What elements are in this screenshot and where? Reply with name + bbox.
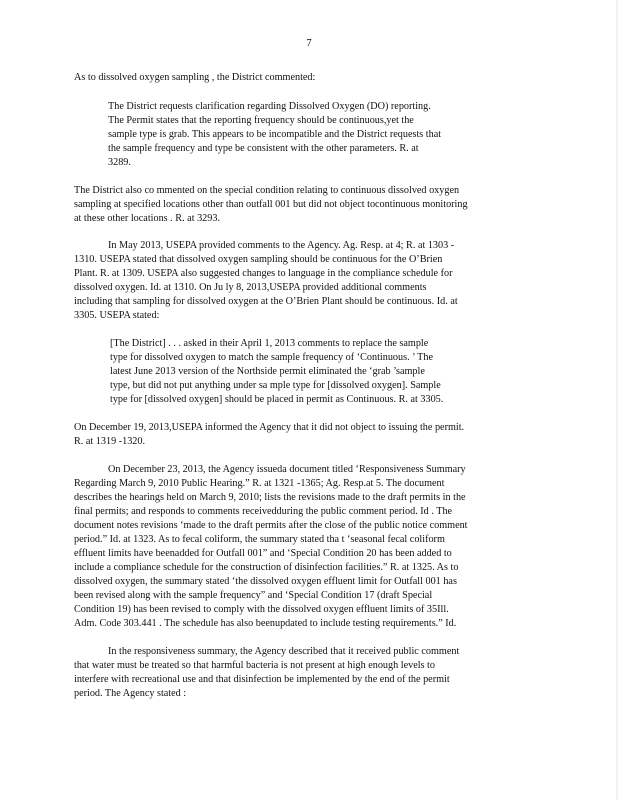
- text-line: In May 2013, USEPA provided comments to the Agency. Ag. Resp. at 4; R. at 1303 -: [108, 240, 455, 251]
- text-line: been revised along with the sample frequency” and ‘Special Condition 17 (draft Special: [74, 590, 433, 601]
- text-line: On December 19, 2013,USEPA informed the Agency that it did not object to issuing the permit.: [74, 422, 465, 433]
- text-line: The District requests clarification regarding Dissolved Oxygen (DO) reporting.: [108, 101, 431, 112]
- text-line: dissolved oxygen. Id. at 1310. On Ju ly 8, 2013,USEPA provided additional comments: [74, 282, 427, 293]
- text-line: dissolved oxygen, the summary stated ‘the dissolved oxygen effluent limit for Outfall 001 has: [74, 576, 457, 587]
- text-line: 1310. USEPA stated that dissolved oxygen sampling should be continuous for the O’Brien: [74, 254, 443, 265]
- text-line: 3289.: [108, 157, 131, 168]
- text-line: Condition 19) has been revised to comply with the dissolved oxygen effluent limits of 35Ill.: [74, 604, 449, 615]
- text-line: sample type is grab. This appears to be incompatible and the District requests that: [108, 129, 442, 140]
- text-line: Plant. R. at 1309. USEPA also suggested changes to language in the compliance schedule for: [74, 268, 453, 279]
- text-line: final permits; and responds to comments receivedduring the public comment period. Id . The: [74, 506, 453, 517]
- text-line: As to dissolved oxygen sampling , the District commented:: [74, 72, 316, 83]
- text-line: [The District] . . . asked in their April 1, 2013 comments to replace the sample: [110, 338, 429, 349]
- text-line: describes the hearings held on March 9, 2010; lists the revisions made to the draft permits in the: [74, 492, 466, 503]
- page-number: 7: [306, 38, 312, 49]
- text-line: type for [dissolved oxygen] should be placed in permit as Continuous. R. at 3305.: [110, 394, 444, 405]
- text-line: include a compliance schedule for the construction of disinfection facilities.” R. at 1325. As to: [74, 562, 459, 573]
- text-line: the sample frequency and type be consistent with the other parameters. R. at: [108, 143, 419, 154]
- text-line: at these other locations . R. at 3293.: [74, 213, 220, 224]
- text-line: The Permit states that the reporting frequency should be continuous,yet the: [108, 115, 414, 126]
- text-line: Regarding March 9, 2010 Public Hearing.” R. at 1321 -1365; Ag. Resp.at 5. The document: [74, 478, 445, 489]
- text-line: R. at 1319 -1320.: [74, 436, 146, 447]
- text-line: sampling at specified locations other than outfall 001 but did not object tocontinuous monitoring: [74, 199, 468, 210]
- text-line: In the responsiveness summary, the Agency described that it received public comment: [108, 646, 460, 657]
- text-line: 3305. USEPA stated:: [74, 310, 160, 321]
- text-line: type for dissolved oxygen to match the sample frequency of ‘Continuous. ’ The: [110, 352, 433, 363]
- text-line: On December 23, 2013, the Agency issueda document titled ‘Responsiveness Summary: [108, 464, 466, 475]
- text-line: document notes revisions ‘made to the draft permits after the close of the public notice comment: [74, 520, 468, 531]
- text-line: that water must be treated so that harmful bacteria is not present at high enough levels to: [74, 660, 435, 671]
- text-line: type, but did not put anything under sa mple type for [dissolved oxygen]. Sample: [110, 380, 441, 391]
- text-line: latest June 2013 version of the Northside permit eliminated the ‘grab ’sample: [110, 366, 425, 377]
- text-line: effluent limits have beenadded for Outfall 001” and ‘Special Condition 20 has been added to: [74, 548, 452, 559]
- text-line: including that sampling for dissolved oxygen at the O’Brien Plant should be continuous. Id. at: [74, 296, 458, 307]
- text-line: The District also co mmented on the special condition relating to continuous dissolved oxygen: [74, 185, 460, 196]
- text-line: Adm. Code 303.441 . The schedule has also beenupdated to include testing requirements.” Id.: [74, 618, 457, 629]
- text-line: period.” Id. at 1323. As to fecal coliform, the summary stated tha t ‘seasonal fecal coliform: [74, 534, 445, 545]
- text-line: interfere with recreational use and that disinfection be implemented by the end of the permit: [74, 674, 450, 685]
- text-line: period. The Agency stated :: [74, 688, 187, 699]
